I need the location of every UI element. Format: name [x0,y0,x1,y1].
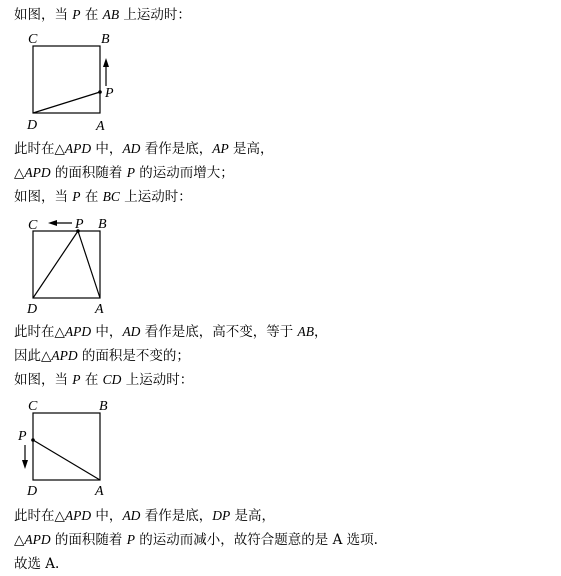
text-segment: 的运动而减小，故符合题意的是 A 选项. [134,532,378,548]
segment-pa-3 [33,440,100,480]
math-symbol: AD [122,324,141,339]
text-segment: 的面积随着 [50,165,127,181]
math-symbol: AD [122,508,141,523]
text-segment: 看作是底，高不变，等于 [140,324,298,340]
math-symbol: P [72,372,81,387]
label-b-2: B [98,217,107,232]
math-symbol: AB [102,7,120,22]
label-c-1: C [28,32,38,47]
text-segment: 的面积随着 [50,532,127,548]
text-segment: 此时在△ [14,141,65,157]
text-segment: 在 [80,7,103,23]
label-a-2: A [95,302,104,317]
math-symbol: BC [102,189,120,204]
text-segment: 中， [91,508,123,524]
math-symbol: P [72,189,81,204]
text-segment: 是高， [228,141,274,157]
text-segment: 此时在△ [14,508,65,524]
math-symbol: P [72,7,81,22]
label-p-1: P [105,86,114,101]
label-d-3: D [27,484,38,499]
label-p-2: P [75,217,84,232]
text-segment: 的面积是不变的； [77,348,190,364]
text-segment: 上运动时： [119,189,192,205]
label-c-2: C [28,218,38,233]
math-symbol: CD [102,372,122,387]
text-segment: ， [314,324,328,340]
text-segment: 中， [91,141,123,157]
label-c-3: C [28,399,38,414]
text-segment: △ [14,532,25,548]
text-segment: 因此△ [14,348,52,364]
arrow-down-head [22,460,28,469]
label-b-1: B [101,32,110,47]
label-p-3: P [18,429,27,444]
text-segment: 如图，当 [14,7,73,23]
label-a-1: A [96,119,105,134]
math-symbol: APD [64,324,92,339]
text-segment: 看作是底， [140,141,213,157]
math-symbol: APD [51,348,78,363]
text-segment: 如图，当 [14,189,73,205]
math-symbol: APD [24,165,51,180]
text-segment: 故选 A. [14,556,60,572]
text-segment: △ [14,165,25,181]
math-symbol: P [126,165,135,180]
label-a-3: A [95,484,104,499]
text-segment: 是高， [230,508,276,524]
text-segment: 中， [91,324,123,340]
math-symbol: DP [212,508,231,523]
text-segment: 的运动而增大； [134,165,234,181]
math-symbol: AD [122,141,141,156]
text-segment: 在 [80,372,103,388]
text-segment: 在 [80,189,103,205]
label-d-1: D [27,118,38,133]
math-symbol: AP [212,141,229,156]
math-symbol: APD [64,508,92,523]
text-segment: 此时在△ [14,324,65,340]
math-symbol: APD [64,141,92,156]
label-d-2: D [27,302,38,317]
text-segment: 如图，当 [14,372,73,388]
label-b-3: B [99,399,108,414]
math-symbol: P [126,532,135,547]
point-p-3 [31,438,35,442]
text-segment: 看作是底， [140,508,213,524]
math-symbol: AB [297,324,315,339]
text-segment: 上运动时： [119,7,191,23]
text-segment: 上运动时： [121,372,194,388]
math-symbol: APD [24,532,51,547]
